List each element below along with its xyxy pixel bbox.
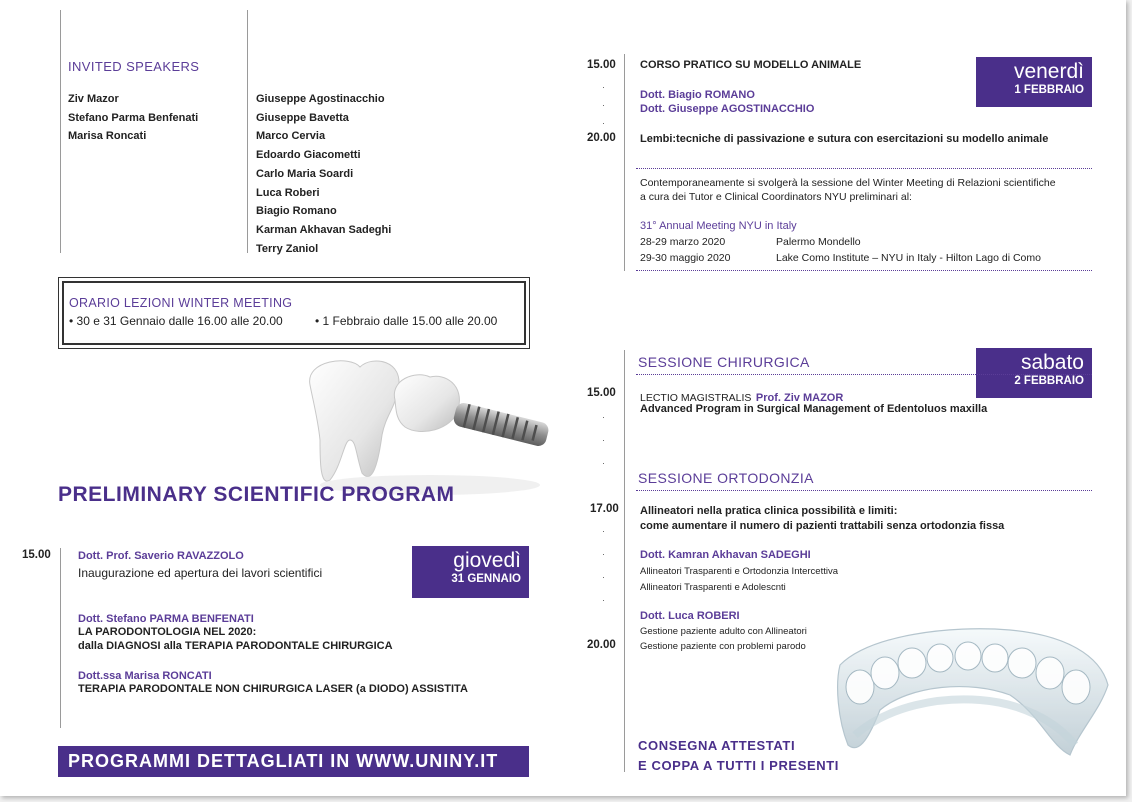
speaker-name: Marco Cervia (256, 130, 326, 143)
dotted-divider (636, 374, 1092, 375)
divider-line (60, 10, 61, 253)
day-name: sabato (1020, 351, 1084, 374)
session-title: SESSIONE ORTODONZIA (638, 470, 814, 486)
schedule-box (62, 281, 526, 345)
doctor-name: Dott. Luca ROBERI (640, 610, 740, 622)
speakers-column-1 (68, 90, 198, 146)
doctor-name: Prof. Ziv MAZOR (755, 392, 844, 404)
day-name: giovedì (453, 549, 521, 572)
final-note-line: E COPPA A TUTTI I PRESENTI (638, 758, 839, 773)
day-box-saturday (976, 348, 1092, 398)
talk-title: Inaugurazione ed apertura dei lavori scientifici (78, 566, 323, 580)
course-title: CORSO PRATICO SU MODELLO ANIMALE (640, 59, 862, 71)
speaker-name: Luca Roberi (256, 186, 320, 199)
day-date: 1 FEBBRAIO (1014, 84, 1084, 96)
dotted-divider (636, 490, 1092, 491)
dotted-divider (636, 168, 1092, 169)
talk-title: dalla DIAGNOSI alla TERAPIA PARODONTALE CHIRURGICA (78, 640, 393, 652)
speaker-name: Giuseppe Agostinacchio (256, 93, 385, 105)
doctor-name: Dott. Biagio ROMANO (640, 89, 755, 101)
program-title: PRELIMINARY SCIENTIFIC PROGRAM (58, 483, 455, 506)
dotted-divider (636, 270, 1092, 271)
time-label: 17.00 (590, 503, 619, 515)
speaker-name: Stefano Parma Benfenati (68, 111, 199, 124)
speaker-name: Edoardo Giacometti (256, 149, 361, 162)
final-note-line: CONSEGNA ATTESTATI (638, 738, 796, 753)
speakers-column-2 (256, 90, 391, 258)
speaker-name: Terry Zaniol (256, 242, 319, 255)
day-box-friday (976, 57, 1092, 107)
time-dots: · · · (602, 82, 605, 128)
speaker-name: Giuseppe Bavetta (256, 111, 349, 124)
event-date: 28-29 marzo 2020 (640, 236, 726, 248)
time-label: 15.00 (587, 59, 616, 71)
doctor-name: Dott. Prof. Saverio RAVAZZOLO (78, 550, 244, 562)
doctor-name: Dott.ssa Marisa RONCATI (78, 670, 212, 682)
talk-subtitle: Gestione paziente con problemi parodo (640, 641, 806, 652)
day-date: 31 GENNAIO (451, 573, 521, 585)
talk-subtitle: Allineatori Trasparenti e Ortodonzia Intercettiva (640, 566, 839, 577)
lectio-prefix: LECTIO MAGISTRALIS (640, 392, 752, 404)
speaker-name: Karman Akhavan Sadeghi (256, 223, 392, 236)
timeline-line (624, 54, 625, 271)
divider-line (247, 10, 248, 253)
talk-title: Allineatori nella pratica clinica possibilità e limiti: (640, 505, 898, 517)
time-label: 15.00 (22, 549, 51, 561)
talk-subtitle: Gestione paziente adulto con Allineatori (640, 626, 807, 637)
website-banner: PROGRAMMI DETTAGLIATI IN WWW.UNINY.IT (58, 746, 529, 777)
time-label: 20.00 (587, 132, 616, 144)
speaker-name: Carlo Maria Soardi (256, 167, 354, 180)
topic-title: Lembi:tecniche di passivazione e sutura con esercitazioni su modello animale (640, 133, 1049, 145)
talk-title: LA PARODONTOLOGIA NEL 2020: (78, 626, 257, 638)
talk-subtitle: Allineatori Trasparenti e Adolescnti (640, 582, 786, 593)
doctor-name: Dott. Giuseppe AGOSTINACCHIO (640, 103, 815, 115)
timeline-line (624, 350, 625, 772)
doctor-name: Dott. Stefano PARMA BENFENATI (78, 613, 254, 625)
talk-title: come aumentare il numero di pazienti trattabili senza ortodonzia fissa (640, 520, 1005, 532)
day-date: 2 FEBBRAIO (1014, 375, 1084, 387)
day-name: venerdì (1013, 60, 1084, 83)
event-place: Palermo Mondello (776, 236, 861, 248)
schedule-box-title: ORARIO LEZIONI WINTER MEETING (69, 296, 293, 310)
doctor-name: Dott. Kamran Akhavan SADEGHI (640, 549, 811, 561)
talk-title: TERAPIA PARODONTALE NON CHIRURGICA LASER (a DIODO) ASSISTITA (78, 683, 468, 695)
event-date: 29-30 maggio 2020 (640, 252, 731, 264)
speakers-heading: INVITED SPEAKERS (68, 59, 200, 74)
time-label: 15.00 (587, 387, 616, 399)
note-text: a cura dei Tutor e Clinical Coordinators NYU preliminari al: (640, 191, 912, 203)
speaker-name: Marisa Roncati (68, 130, 147, 143)
time-label: 20.00 (587, 639, 616, 651)
schedule-line-2: • 1 Febbraio dalle 15.00 alle 20.00 (315, 314, 498, 328)
final-note (638, 736, 839, 776)
note-text: Contemporaneamente si svolgerà la sessione del Winter Meeting di Relazioni scientifiche (640, 177, 1056, 189)
speaker-name: Ziv Mazor (68, 93, 119, 105)
annual-meeting-title: 31° Annual Meeting NYU in Italy (640, 220, 797, 232)
time-dots: · · · · (602, 526, 605, 605)
aligner-illustration (830, 625, 1115, 780)
time-dots: · · · (602, 412, 605, 468)
schedule-line-1: • 30 e 31 Gennaio dalle 16.00 alle 20.00 (69, 314, 283, 328)
event-place: Lake Como Institute – NYU in Italy - Hilton Lago di Como (776, 252, 1041, 264)
session-title: SESSIONE CHIRURGICA (638, 354, 810, 370)
day-box-thursday (412, 546, 529, 598)
divider-line (60, 548, 61, 728)
speaker-name: Biagio Romano (256, 205, 337, 218)
talk-title: Advanced Program in Surgical Management of Edentoluos maxilla (640, 403, 988, 415)
